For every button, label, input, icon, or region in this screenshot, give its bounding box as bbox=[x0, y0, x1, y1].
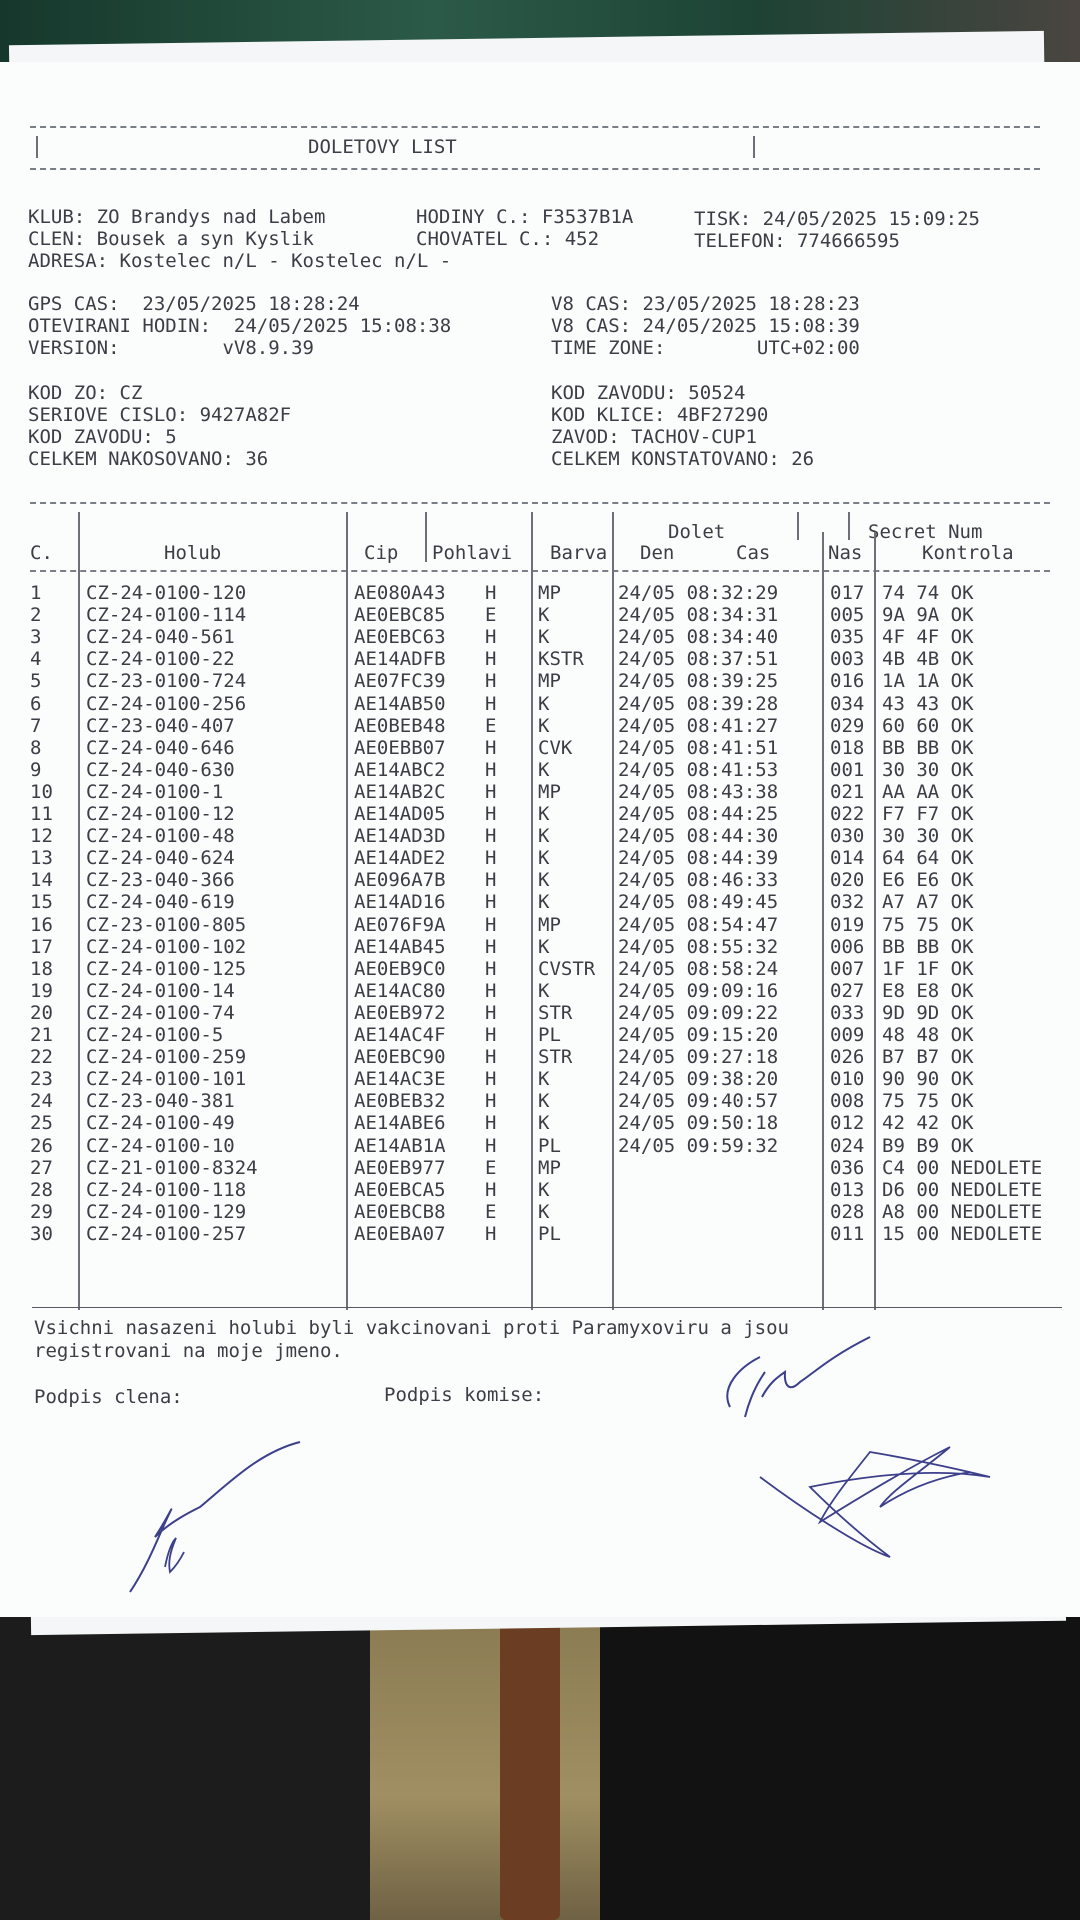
row-number: 17 bbox=[30, 935, 53, 958]
row-check: C4 00 NEDOLETE bbox=[882, 1156, 1043, 1179]
row-number: 10 bbox=[30, 780, 53, 803]
row-sex: E bbox=[485, 1200, 497, 1223]
row-arrival: 24/05 08:43:38 bbox=[618, 780, 779, 803]
row-basket: 007 bbox=[830, 957, 865, 980]
background-dark-left bbox=[0, 1610, 430, 1920]
declaration-line-1: Vsichni nasazeni holubi byli vakcinovani proti Paramyxoviru a jsou bbox=[34, 1317, 789, 1339]
row-arrival: 24/05 08:41:53 bbox=[618, 758, 779, 781]
row-chip: AE0EBC90 bbox=[354, 1046, 446, 1069]
row-basket: 032 bbox=[830, 891, 865, 914]
row-number: 25 bbox=[30, 1112, 53, 1135]
row-number: 28 bbox=[30, 1178, 53, 1201]
row-basket: 024 bbox=[830, 1134, 865, 1157]
row-arrival: 24/05 08:55:32 bbox=[618, 935, 779, 958]
row-number: 14 bbox=[30, 869, 53, 892]
row-color: STR bbox=[538, 1001, 573, 1024]
row-arrival: 24/05 08:32:29 bbox=[618, 582, 779, 604]
document-sheet bbox=[0, 62, 1080, 1617]
row-basket: 020 bbox=[830, 869, 865, 892]
row-ring: CZ-24-0100-12 bbox=[86, 803, 235, 825]
header-holub: Holub bbox=[164, 542, 222, 564]
row-ring: CZ-21-0100-8324 bbox=[86, 1156, 258, 1179]
row-chip: AE14AD3D bbox=[354, 825, 446, 848]
row-sex: H bbox=[485, 847, 497, 870]
row-arrival: 24/05 09:38:20 bbox=[618, 1068, 779, 1091]
row-color: K bbox=[538, 1090, 550, 1113]
row-chip: AE096A7B bbox=[354, 869, 446, 892]
background-dark-right bbox=[600, 1610, 1080, 1920]
row-check: E8 E8 OK bbox=[882, 979, 974, 1002]
row-color: K bbox=[538, 803, 550, 825]
row-arrival: 24/05 08:37:51 bbox=[618, 648, 779, 671]
info-member: CLEN: Bousek a syn Kyslik bbox=[28, 228, 314, 250]
row-color: MP bbox=[538, 780, 561, 803]
row-number: 24 bbox=[30, 1090, 53, 1113]
row-basket: 003 bbox=[830, 648, 865, 671]
row-sex: H bbox=[485, 1222, 497, 1245]
row-basket: 033 bbox=[830, 1001, 865, 1024]
row-basket: 008 bbox=[830, 1090, 865, 1113]
row-ring: CZ-24-0100-22 bbox=[86, 648, 235, 671]
row-sex: H bbox=[485, 1024, 497, 1046]
row-chip: AE0EBB07 bbox=[354, 736, 446, 759]
title-border-top bbox=[30, 126, 1040, 128]
row-ring: CZ-24-0100-102 bbox=[86, 935, 247, 958]
row-number: 16 bbox=[30, 913, 53, 936]
background-wood-floor bbox=[370, 1610, 600, 1920]
header-cas: Cas bbox=[736, 542, 771, 564]
background-chair-leg bbox=[500, 1620, 560, 1920]
row-arrival: 24/05 09:50:18 bbox=[618, 1112, 779, 1135]
row-number: 13 bbox=[30, 847, 53, 870]
row-arrival: 24/05 09:40:57 bbox=[618, 1090, 779, 1113]
row-arrival: 24/05 08:34:40 bbox=[618, 626, 779, 649]
row-number: 1 bbox=[30, 582, 42, 604]
row-chip: AE14AB2C bbox=[354, 780, 446, 803]
row-basket: 028 bbox=[830, 1200, 865, 1223]
row-color: MP bbox=[538, 670, 561, 693]
header-kontrola: Kontrola bbox=[922, 542, 1014, 564]
row-sex: H bbox=[485, 582, 497, 604]
row-arrival: 24/05 08:44:39 bbox=[618, 847, 779, 870]
row-ring: CZ-24-0100-118 bbox=[86, 1178, 247, 1201]
row-ring: CZ-24-0100-259 bbox=[86, 1046, 247, 1069]
row-check: A7 A7 OK bbox=[882, 891, 974, 914]
col-sep-6 bbox=[797, 512, 799, 540]
row-ring: CZ-24-0100-49 bbox=[86, 1112, 235, 1135]
row-color: K bbox=[538, 626, 550, 649]
row-sex: H bbox=[485, 825, 497, 848]
row-check: 75 75 OK bbox=[882, 1090, 974, 1113]
row-ring: CZ-24-040-561 bbox=[86, 626, 235, 649]
row-chip: AE14ABE6 bbox=[354, 1112, 446, 1135]
row-ring: CZ-24-040-624 bbox=[86, 847, 235, 870]
row-ring: CZ-24-0100-48 bbox=[86, 825, 235, 848]
row-ring: CZ-24-0100-10 bbox=[86, 1134, 235, 1157]
row-arrival: 24/05 08:34:31 bbox=[618, 604, 779, 627]
row-check: 9A 9A OK bbox=[882, 604, 974, 627]
row-number: 22 bbox=[30, 1046, 53, 1069]
row-number: 18 bbox=[30, 957, 53, 980]
col-sep-7 bbox=[822, 532, 824, 1310]
info-breeder: CHOVATEL C.: 452 bbox=[416, 228, 600, 250]
row-arrival: 24/05 08:54:47 bbox=[618, 913, 779, 936]
row-number: 19 bbox=[30, 979, 53, 1002]
row-color: K bbox=[538, 869, 550, 892]
row-check: 43 43 OK bbox=[882, 692, 974, 715]
row-color: PL bbox=[538, 1134, 561, 1157]
row-color: K bbox=[538, 979, 550, 1002]
col-sep-2 bbox=[346, 512, 348, 1310]
row-check: F7 F7 OK bbox=[882, 803, 974, 825]
row-sex: H bbox=[485, 1046, 497, 1069]
info-clock: HODINY C.: F3537B1A bbox=[416, 206, 634, 228]
row-sex: H bbox=[485, 1134, 497, 1157]
row-ring: CZ-24-040-630 bbox=[86, 758, 235, 781]
row-check: AA AA OK bbox=[882, 780, 974, 803]
header-den: Den bbox=[640, 542, 675, 564]
row-color: CVK bbox=[538, 736, 573, 759]
title-border-right bbox=[753, 136, 755, 158]
row-basket: 035 bbox=[830, 626, 865, 649]
signature-committee-label: Podpis komise: bbox=[384, 1384, 545, 1406]
row-ring: CZ-23-040-407 bbox=[86, 714, 235, 737]
table-header-divider bbox=[30, 570, 1050, 572]
row-sex: H bbox=[485, 1178, 497, 1201]
col-sep-5 bbox=[612, 512, 614, 1310]
row-arrival: 24/05 09:09:16 bbox=[618, 979, 779, 1002]
row-sex: H bbox=[485, 1001, 497, 1024]
race-code-short: KOD ZAVODU: 5 bbox=[28, 426, 177, 448]
row-check: 4B 4B OK bbox=[882, 648, 974, 671]
row-basket: 036 bbox=[830, 1156, 865, 1179]
row-chip: AE14AD16 bbox=[354, 891, 446, 914]
row-color: KSTR bbox=[538, 648, 584, 671]
row-basket: 018 bbox=[830, 736, 865, 759]
row-check: 48 48 OK bbox=[882, 1024, 974, 1046]
race-name: ZAVOD: TACHOV-CUP1 bbox=[551, 426, 757, 448]
row-number: 30 bbox=[30, 1222, 53, 1245]
row-basket: 010 bbox=[830, 1068, 865, 1091]
row-chip: AE0EB977 bbox=[354, 1156, 446, 1179]
info-club: KLUB: ZO Brandys nad Labem bbox=[28, 206, 326, 228]
row-chip: AE14AD05 bbox=[354, 803, 446, 825]
row-basket: 021 bbox=[830, 780, 865, 803]
row-ring: CZ-24-0100-1 bbox=[86, 780, 224, 803]
row-check: BB BB OK bbox=[882, 736, 974, 759]
row-chip: AE07FC39 bbox=[354, 670, 446, 693]
row-check: BB BB OK bbox=[882, 935, 974, 958]
row-basket: 030 bbox=[830, 825, 865, 848]
row-sex: H bbox=[485, 803, 497, 825]
row-color: K bbox=[538, 891, 550, 914]
row-chip: AE0EBCA5 bbox=[354, 1178, 446, 1201]
header-pohlavi: Pohlavi bbox=[432, 542, 513, 564]
signature-member-label: Podpis clena: bbox=[34, 1386, 183, 1408]
row-arrival: 24/05 08:44:25 bbox=[618, 803, 779, 825]
row-number: 2 bbox=[30, 604, 42, 627]
time-zone: TIME ZONE: UTC+02:00 bbox=[551, 337, 860, 359]
row-color: K bbox=[538, 1200, 550, 1223]
row-color: MP bbox=[538, 913, 561, 936]
code-zo: KOD ZO: CZ bbox=[28, 382, 143, 404]
row-check: A8 00 NEDOLETE bbox=[882, 1200, 1043, 1223]
row-sex: H bbox=[485, 670, 497, 693]
row-number: 29 bbox=[30, 1200, 53, 1223]
row-number: 15 bbox=[30, 891, 53, 914]
row-number: 3 bbox=[30, 626, 42, 649]
row-basket: 012 bbox=[830, 1112, 865, 1135]
table-border-top bbox=[30, 502, 1050, 504]
row-number: 7 bbox=[30, 714, 42, 737]
row-arrival: 24/05 08:46:33 bbox=[618, 869, 779, 892]
row-arrival: 24/05 09:59:32 bbox=[618, 1134, 779, 1157]
row-number: 21 bbox=[30, 1024, 53, 1046]
row-sex: H bbox=[485, 648, 497, 671]
row-color: K bbox=[538, 847, 550, 870]
row-number: 20 bbox=[30, 1001, 53, 1024]
row-color: K bbox=[538, 714, 550, 737]
row-arrival: 24/05 09:09:22 bbox=[618, 1001, 779, 1024]
col-sep-1 bbox=[78, 512, 80, 1310]
row-color: CVSTR bbox=[538, 957, 596, 980]
row-check: 60 60 OK bbox=[882, 714, 974, 737]
row-arrival: 24/05 08:39:28 bbox=[618, 692, 779, 715]
row-chip: AE14ADE2 bbox=[354, 847, 446, 870]
row-sex: E bbox=[485, 604, 497, 627]
row-arrival: 24/05 08:49:45 bbox=[618, 891, 779, 914]
row-chip: AE14AB50 bbox=[354, 692, 446, 715]
row-color: MP bbox=[538, 582, 561, 604]
title-border-left bbox=[36, 136, 38, 158]
row-arrival: 24/05 09:15:20 bbox=[618, 1024, 779, 1046]
row-number: 27 bbox=[30, 1156, 53, 1179]
row-check: 74 74 OK bbox=[882, 582, 974, 604]
row-sex: H bbox=[485, 758, 497, 781]
row-chip: AE0EBCB8 bbox=[354, 1200, 446, 1223]
row-chip: AE0EB972 bbox=[354, 1001, 446, 1024]
row-chip: AE14ADFB bbox=[354, 648, 446, 671]
row-chip: AE076F9A bbox=[354, 913, 446, 936]
row-number: 6 bbox=[30, 692, 42, 715]
header-nas: Nas bbox=[828, 542, 863, 564]
race-code: KOD ZAVODU: 50524 bbox=[551, 382, 746, 404]
row-arrival: 24/05 08:39:25 bbox=[618, 670, 779, 693]
row-check: 90 90 OK bbox=[882, 1068, 974, 1091]
row-chip: AE14ABC2 bbox=[354, 758, 446, 781]
row-arrival: 24/05 09:27:18 bbox=[618, 1046, 779, 1069]
v8-time-2: V8 CAS: 24/05/2025 15:08:39 bbox=[551, 315, 860, 337]
row-ring: CZ-23-040-366 bbox=[86, 869, 235, 892]
header-secret-num: Secret Num bbox=[868, 521, 983, 543]
row-check: D6 00 NEDOLETE bbox=[882, 1178, 1043, 1201]
row-basket: 029 bbox=[830, 714, 865, 737]
row-basket: 006 bbox=[830, 935, 865, 958]
row-arrival: 24/05 08:44:30 bbox=[618, 825, 779, 848]
row-basket: 001 bbox=[830, 758, 865, 781]
row-color: K bbox=[538, 1178, 550, 1201]
row-arrival: 24/05 08:41:27 bbox=[618, 714, 779, 737]
row-chip: AE0EBA07 bbox=[354, 1222, 446, 1245]
row-number: 5 bbox=[30, 670, 42, 693]
row-chip: AE14AB1A bbox=[354, 1134, 446, 1157]
row-check: E6 E6 OK bbox=[882, 869, 974, 892]
title-border-bottom bbox=[30, 168, 1040, 170]
row-ring: CZ-24-0100-125 bbox=[86, 957, 247, 980]
row-chip: AE0BEB32 bbox=[354, 1090, 446, 1113]
row-number: 12 bbox=[30, 825, 53, 848]
row-arrival: 24/05 08:58:24 bbox=[618, 957, 779, 980]
row-check: 1A 1A OK bbox=[882, 670, 974, 693]
header-cip: Cip bbox=[364, 542, 399, 564]
row-ring: CZ-24-0100-120 bbox=[86, 582, 247, 604]
row-color: K bbox=[538, 604, 550, 627]
row-chip: AE0EB9C0 bbox=[354, 957, 446, 980]
row-ring: CZ-23-0100-724 bbox=[86, 670, 247, 693]
member-signature bbox=[110, 1362, 350, 1602]
gps-time: GPS CAS: 23/05/2025 18:28:24 bbox=[28, 293, 360, 315]
row-ring: CZ-24-0100-14 bbox=[86, 979, 235, 1002]
row-check: 42 42 OK bbox=[882, 1112, 974, 1135]
version: VERSION: vV8.9.39 bbox=[28, 337, 314, 359]
header-dolet: Dolet bbox=[668, 521, 726, 543]
row-chip: AE080A43 bbox=[354, 582, 446, 604]
row-basket: 027 bbox=[830, 979, 865, 1002]
row-ring: CZ-24-040-619 bbox=[86, 891, 235, 914]
row-sex: E bbox=[485, 714, 497, 737]
row-basket: 013 bbox=[830, 1178, 865, 1201]
info-print-time: TISK: 24/05/2025 15:09:25 bbox=[694, 208, 980, 230]
row-check: B9 B9 OK bbox=[882, 1134, 974, 1157]
row-ring: CZ-23-040-381 bbox=[86, 1090, 235, 1113]
row-check: 9D 9D OK bbox=[882, 1001, 974, 1024]
row-basket: 016 bbox=[830, 670, 865, 693]
row-color: K bbox=[538, 1112, 550, 1135]
row-sex: H bbox=[485, 626, 497, 649]
row-basket: 017 bbox=[830, 582, 865, 604]
row-sex: H bbox=[485, 736, 497, 759]
row-color: K bbox=[538, 758, 550, 781]
row-check: 64 64 OK bbox=[882, 847, 974, 870]
header-barva: Barva bbox=[550, 542, 608, 564]
row-color: K bbox=[538, 692, 550, 715]
row-chip: AE0EBC63 bbox=[354, 626, 446, 649]
row-chip: AE14AB45 bbox=[354, 935, 446, 958]
row-check: 15 00 NEDOLETE bbox=[882, 1222, 1043, 1245]
row-sex: H bbox=[485, 869, 497, 892]
row-chip: AE14AC3E bbox=[354, 1068, 446, 1091]
v8-time-1: V8 CAS: 23/05/2025 18:28:23 bbox=[551, 293, 860, 315]
row-color: K bbox=[538, 1068, 550, 1091]
row-sex: H bbox=[485, 913, 497, 936]
row-color: K bbox=[538, 935, 550, 958]
row-ring: CZ-24-0100-257 bbox=[86, 1222, 247, 1245]
row-sex: H bbox=[485, 957, 497, 980]
row-basket: 034 bbox=[830, 692, 865, 715]
row-number: 4 bbox=[30, 648, 42, 671]
row-sex: E bbox=[485, 1156, 497, 1179]
row-arrival: 24/05 08:41:51 bbox=[618, 736, 779, 759]
row-ring: CZ-24-040-646 bbox=[86, 736, 235, 759]
info-address: ADRESA: Kostelec n/L - Kostelec n/L - bbox=[28, 250, 452, 272]
row-basket: 022 bbox=[830, 803, 865, 825]
document-title: DOLETOVY LIST bbox=[308, 136, 457, 158]
row-basket: 014 bbox=[830, 847, 865, 870]
row-sex: H bbox=[485, 935, 497, 958]
key-code: KOD KLICE: 4BF27290 bbox=[551, 404, 769, 426]
row-color: MP bbox=[538, 1156, 561, 1179]
row-check: 30 30 OK bbox=[882, 758, 974, 781]
row-chip: AE14AC80 bbox=[354, 979, 446, 1002]
row-check: 30 30 OK bbox=[882, 825, 974, 848]
footer-divider bbox=[32, 1307, 1062, 1308]
row-sex: H bbox=[485, 891, 497, 914]
col-sep-3 bbox=[425, 512, 427, 562]
row-basket: 005 bbox=[830, 604, 865, 627]
row-sex: H bbox=[485, 1090, 497, 1113]
row-sex: H bbox=[485, 979, 497, 1002]
row-basket: 011 bbox=[830, 1222, 865, 1245]
row-number: 26 bbox=[30, 1134, 53, 1157]
row-number: 23 bbox=[30, 1068, 53, 1091]
row-chip: AE14AC4F bbox=[354, 1024, 446, 1046]
row-color: PL bbox=[538, 1024, 561, 1046]
row-number: 11 bbox=[30, 803, 53, 825]
serial-number: SERIOVE CISLO: 9427A82F bbox=[28, 404, 292, 426]
clock-open-time: OTEVIRANI HODIN: 24/05/2025 15:08:38 bbox=[28, 315, 452, 337]
declaration-line-2: registrovani na moje jmeno. bbox=[34, 1340, 343, 1362]
row-sex: H bbox=[485, 692, 497, 715]
row-chip: AE0BEB48 bbox=[354, 714, 446, 737]
row-basket: 026 bbox=[830, 1046, 865, 1069]
total-clocked: CELKEM KONSTATOVANO: 26 bbox=[551, 448, 815, 470]
row-ring: CZ-23-0100-805 bbox=[86, 913, 247, 936]
total-basketed: CELKEM NAKOSOVANO: 36 bbox=[28, 448, 269, 470]
row-basket: 009 bbox=[830, 1024, 865, 1046]
info-phone: TELEFON: 774666595 bbox=[694, 230, 900, 252]
row-color: K bbox=[538, 825, 550, 848]
row-ring: CZ-24-0100-5 bbox=[86, 1024, 224, 1046]
col-sep-4 bbox=[531, 512, 533, 1310]
row-sex: H bbox=[485, 1068, 497, 1091]
row-check: 75 75 OK bbox=[882, 913, 974, 936]
row-basket: 019 bbox=[830, 913, 865, 936]
row-check: 1F 1F OK bbox=[882, 957, 974, 980]
row-ring: CZ-24-0100-129 bbox=[86, 1200, 247, 1223]
row-number: 8 bbox=[30, 736, 42, 759]
committee-signature bbox=[700, 1327, 1000, 1577]
row-color: STR bbox=[538, 1046, 573, 1069]
row-number: 9 bbox=[30, 758, 42, 781]
row-ring: CZ-24-0100-101 bbox=[86, 1068, 247, 1091]
row-sex: H bbox=[485, 1112, 497, 1135]
row-ring: CZ-24-0100-74 bbox=[86, 1001, 235, 1024]
row-color: PL bbox=[538, 1222, 561, 1245]
col-sep-8 bbox=[848, 512, 850, 540]
row-sex: H bbox=[485, 780, 497, 803]
col-sep-9 bbox=[874, 532, 876, 1310]
row-chip: AE0EBC85 bbox=[354, 604, 446, 627]
header-c: C. bbox=[30, 542, 53, 564]
row-check: 4F 4F OK bbox=[882, 626, 974, 649]
row-check: B7 B7 OK bbox=[882, 1046, 974, 1069]
row-ring: CZ-24-0100-114 bbox=[86, 604, 247, 627]
row-ring: CZ-24-0100-256 bbox=[86, 692, 247, 715]
